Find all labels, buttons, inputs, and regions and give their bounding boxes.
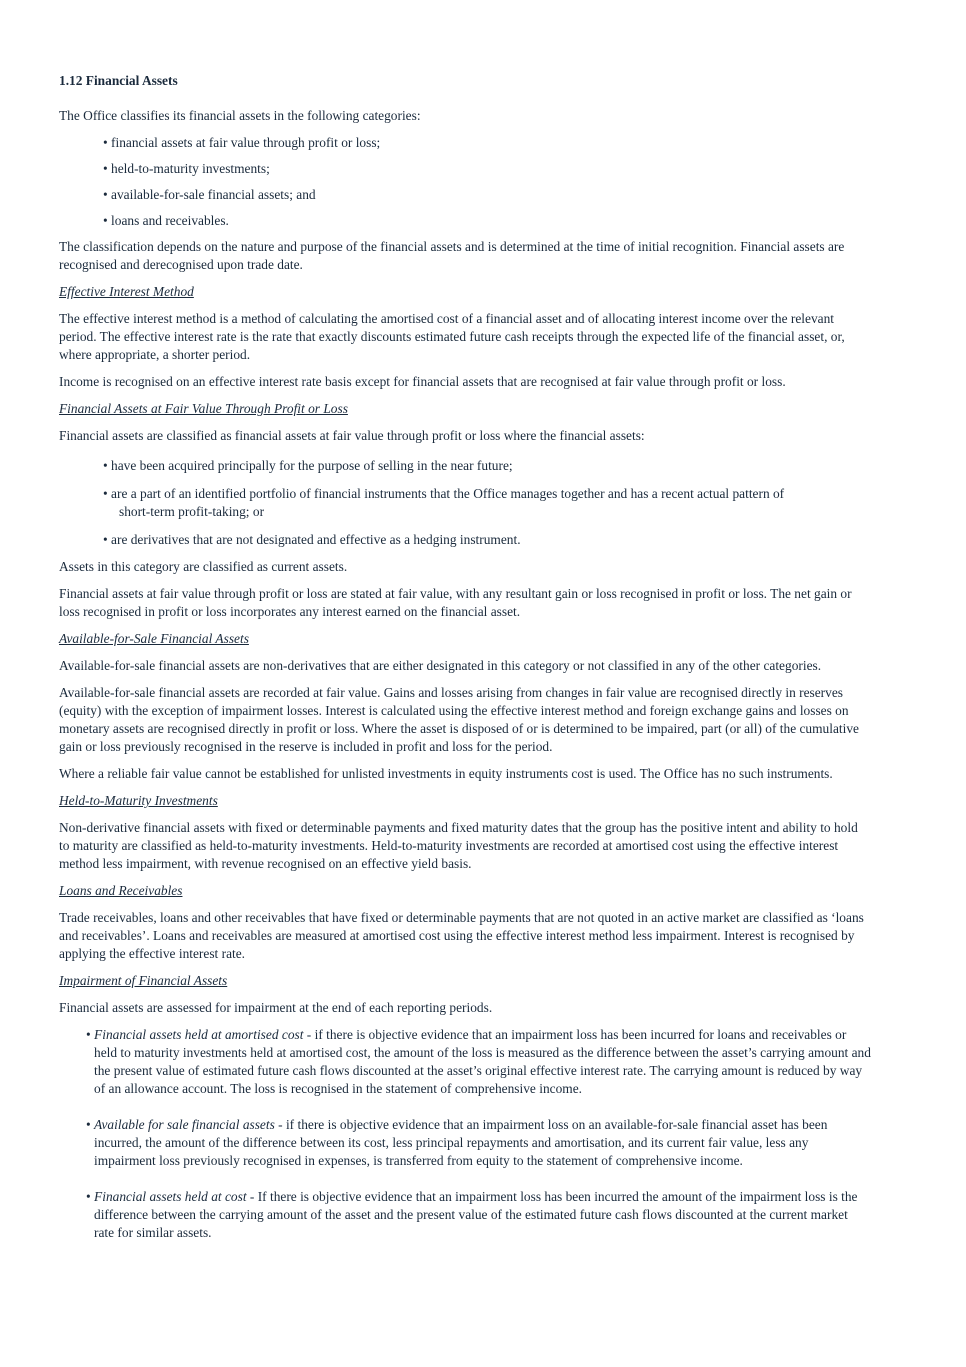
list-item-continuation: short-term profit-taking; or: [119, 504, 265, 519]
paragraph: Financial assets are assessed for impairment at the end of each reporting periods.: [59, 1000, 493, 1015]
paragraph: Income is recognised on an effective interest rate basis except for financial assets that are recognised at fair value through profit or loss.: [59, 374, 786, 389]
list-item: [59, 485, 871, 521]
list-item-text: • are a part of an identified portfolio of financial instruments that the Office manages together and has a recent actual pattern of: [103, 486, 785, 501]
item-label: Financial assets held at amortised cost: [94, 1027, 304, 1042]
paragraph: Trade receivables, loans and other receivables that have fixed or determinable payments that are not quoted in an active market are classified as ‘loans and receivables’. Loans and receivables are measured at amortised cost using the effective interest method less impairment. Interest is recognised by applying the effective interest rate.: [59, 910, 864, 961]
list-item: [59, 1026, 871, 1098]
item-text: - if there is objective evidence that an impairment loss has been incurred for loans and receivables or held to maturity investments held at amortised cost, the amount of the loss is measured as the difference between the asset’s carrying amount and the present value of estimated future cash flows discounted at the asset’s original effective interest rate. The carrying amount is reduced by way of an allowance account. The loss is recognised in the statement of comprehensive income.: [94, 1027, 871, 1096]
htm-heading: Held-to-Maturity Investments: [59, 793, 218, 808]
intro-paragraph: The Office classifies its financial assets in the following categories:: [59, 108, 421, 123]
document-page: [59, 72, 871, 1242]
list-item: [59, 1188, 871, 1242]
paragraph: Available-for-sale financial assets are non-derivatives that are either designated in this category or not classified in any of the other categories.: [59, 658, 822, 673]
list-item: • financial assets at fair value through profit or loss;: [103, 135, 381, 150]
paragraph: Financial assets at fair value through profit or loss are stated at fair value, with any resultant gain or loss recognised in profit or loss. The net gain or loss recognised in profit or loss incorporates any interest earned on the financial asset.: [59, 586, 852, 619]
paragraph: The effective interest method is a method of calculating the amortised cost of a financial asset and of allocating interest income over the relevant period. The effective interest rate is the rate that exactly discounts estimated future cash receipts through the expected life of the financial asset, or, where appropriate, a shorter period.: [59, 311, 845, 362]
effective-interest-heading: Effective Interest Method: [59, 284, 194, 299]
paragraph: Where a reliable fair value cannot be established for unlisted investments in equity instruments cost is used. The Office has no such instruments.: [59, 766, 833, 781]
item-label: Financial assets held at cost: [94, 1189, 247, 1204]
paragraph: Available-for-sale financial assets are recorded at fair value. Gains and losses arising from changes in fair value are recognised directly in reserves (equity) with the exception of impairment losses. Interest is calculated using the effective interest method and foreign exchange gains and losses on monetary assets are recognised directly in profit or loss. Where the asset is disposed of or is determined to be impaired, part (or all) of the cumulative gain or loss previously recognised in the reserve is included in profit and loss for the period.: [59, 685, 859, 754]
afs-heading: Available-for-Sale Financial Assets: [59, 631, 249, 646]
fvtpl-heading: Financial Assets at Fair Value Through Profit or Loss: [59, 401, 348, 416]
impairment-heading: Impairment of Financial Assets: [59, 973, 228, 988]
classification-paragraph: The classification depends on the nature and purpose of the financial assets and is determined at the time of initial recognition. Financial assets are recognised and derecognised upon trade date.: [59, 239, 845, 272]
list-item: • have been acquired principally for the purpose of selling in the near future;: [103, 458, 513, 473]
item-label: Available for sale financial assets: [94, 1117, 275, 1132]
list-item: • loans and receivables.: [103, 213, 229, 228]
category-list: [59, 134, 871, 230]
item-text: - If there is objective evidence that an impairment loss has been incurred the amount of the impairment loss is the difference between the carrying amount of the asset and the present value of the estimated future cash flows discounted at the current market rate for similar assets.: [94, 1189, 858, 1240]
list-item: • are derivatives that are not designated and effective as a hedging instrument.: [103, 532, 521, 547]
paragraph: Financial assets are classified as financial assets at fair value through profit or loss where the financial assets:: [59, 428, 645, 443]
bullet: •: [86, 1027, 95, 1042]
bullet: •: [86, 1117, 95, 1132]
paragraph: Assets in this category are classified as current assets.: [59, 559, 348, 574]
list-item: • available-for-sale financial assets; and: [103, 187, 316, 202]
paragraph: Non-derivative financial assets with fixed or determinable payments and fixed maturity dates that the group has the positive intent and ability to hold to maturity are classified as held-to-maturity investments. Held-to-maturity investments are recorded at amortised cost using the effective interest method less impairment, with revenue recognised on an effective yield basis.: [59, 820, 858, 871]
bullet: •: [86, 1189, 95, 1204]
list-item: • held-to-maturity investments;: [103, 161, 270, 176]
item-text: - if there is objective evidence that an impairment loss on an available-for-sale financial asset has been incurred, the amount of the difference between its cost, less principal repayments and amortisation, and its current fair value, less any impairment loss previously recognised in expenses, is transferred from equity to the statement of comprehensive income.: [94, 1117, 828, 1168]
loans-heading: Loans and Receivables: [59, 883, 183, 898]
fvtpl-list: [59, 457, 871, 549]
list-item: [59, 1116, 871, 1170]
impairment-list: [59, 1026, 871, 1242]
section-heading: 1.12 Financial Assets: [59, 73, 178, 88]
